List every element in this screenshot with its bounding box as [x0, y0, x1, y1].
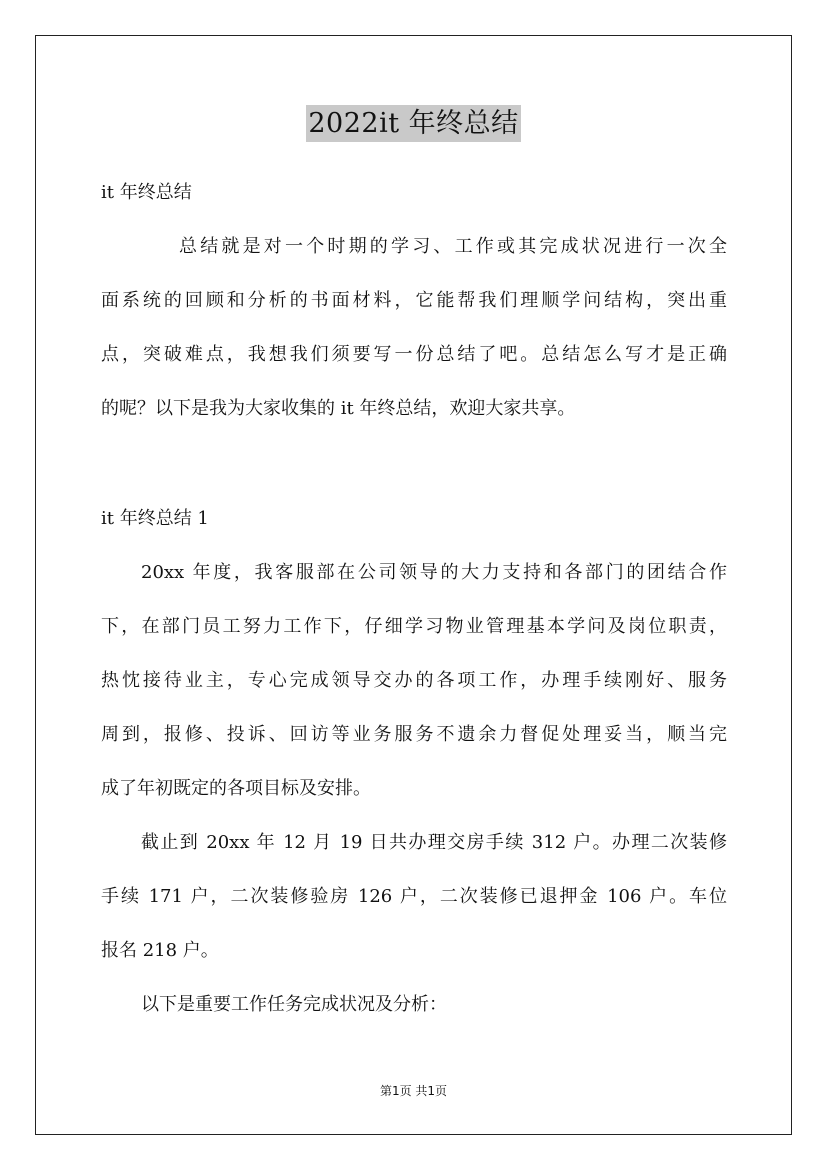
paragraph-line: 下，在部门员工努力工作下，仔细学习物业管理基本学问及岗位职责， [101, 616, 727, 637]
paragraph-line: 截止到 20xx 年 12 月 19 日共办理交房手续 312 户。办理二次装修 [141, 832, 727, 853]
paragraph-line: 20xx 年度，我客服部在公司领导的大力支持和各部门的团结合作 [141, 562, 727, 583]
intro-line: 总结就是对一个时期的学习、工作或其完成状况进行一次全 [179, 236, 727, 257]
paragraph-line: 手续 171 户，二次装修验房 126 户，二次装修已退押金 106 户。车位 [101, 886, 727, 907]
intro-line: 的呢？以下是我为大家收集的 it 年终总结，欢迎大家共享。 [101, 398, 576, 419]
title-container [0, 105, 827, 142]
paragraph-line: 热忱接待业主，专心完成领导交办的各项工作，办理手续刚好、服务 [101, 670, 727, 691]
intro-line: 点，突破难点，我想我们须要写一份总结了吧。总结怎么写才是正确 [101, 344, 727, 365]
page-footer: 第1页 共1页 [379, 1084, 448, 1098]
intro-heading: it 年终总结 [101, 182, 192, 203]
paragraph-line: 周到，报修、投诉、回访等业务服务不遗余力督促处理妥当，顺当完 [101, 724, 727, 745]
paragraph-line: 以下是重要工作任务完成状况及分析： [141, 994, 447, 1015]
paragraph-line: 成了年初既定的各项目标及安排。 [101, 778, 371, 799]
document-title: 2022it 年终总结 [306, 105, 520, 142]
paragraph-line: 报名 218 户。 [101, 940, 219, 961]
intro-line: 面系统的回顾和分析的书面材料，它能帮我们理顺学问结构，突出重 [101, 290, 727, 311]
section-heading: it 年终总结 1 [101, 508, 209, 529]
